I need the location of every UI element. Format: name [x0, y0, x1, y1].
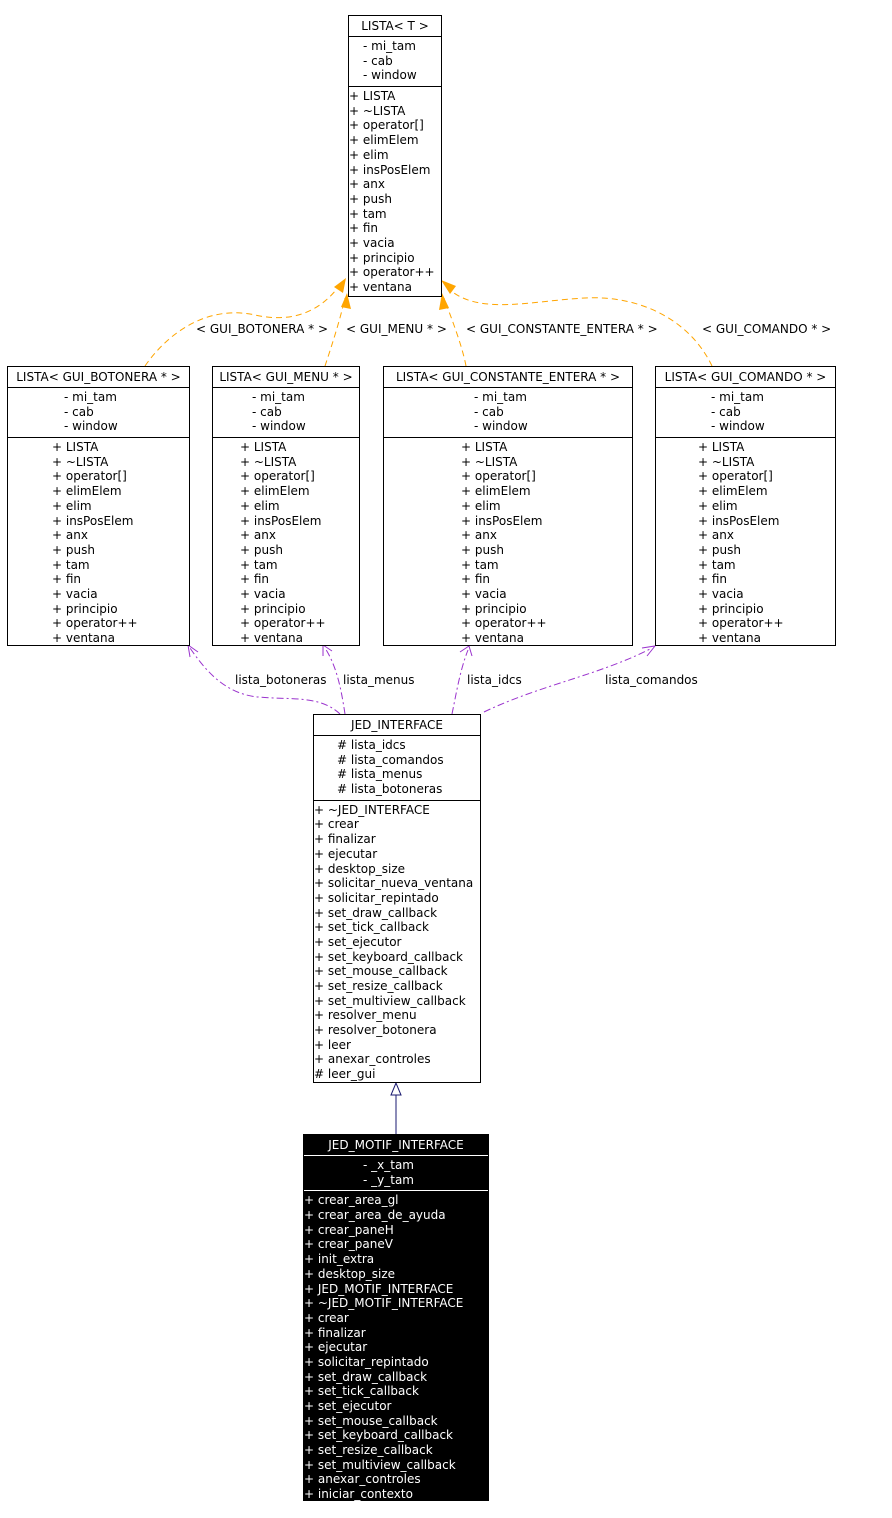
template-label-constante: < GUI_CONSTANTE_ENTERA * >	[466, 322, 658, 336]
operation-row: + crear_paneV	[304, 1237, 393, 1252]
operation-row: + operator[]	[698, 469, 773, 484]
operation-row: + insPosElem	[461, 513, 543, 528]
attribute-row: - mi_tam	[363, 39, 416, 53]
attribute-row: - mi_tam	[474, 390, 527, 404]
operation-row: + anx	[52, 528, 88, 543]
operation-row: + set_keyboard_callback	[314, 949, 464, 964]
usage-label-comandos: lista_comandos	[605, 673, 698, 687]
operation-row: + resolver_botonera	[314, 1023, 437, 1038]
operation-row: + push	[240, 542, 283, 557]
template-label-botonera: < GUI_BOTONERA * >	[196, 322, 329, 336]
operation-row: + operator++	[240, 616, 326, 631]
usage-label-idcs: lista_idcs	[467, 673, 522, 687]
operation-row: + principio	[461, 601, 527, 616]
usage-arrowhead-botoneras	[188, 645, 198, 657]
operation-row: + solicitar_repintado	[314, 890, 439, 905]
attribute-row: - window	[711, 419, 765, 434]
operation-row: + finalizar	[314, 832, 376, 847]
attribute-list	[314, 736, 480, 801]
operation-row: + anexar_controles	[304, 1472, 421, 1487]
operation-row: + finalizar	[304, 1325, 366, 1340]
attribute-row: # lista_idcs	[337, 738, 406, 752]
attribute-row: - mi_tam	[64, 390, 117, 404]
class-box-lista-gui-constante-entera[interactable]	[383, 366, 633, 646]
usage-label-menus: lista_menus	[343, 673, 415, 687]
operation-row: + set_ejecutor	[304, 1399, 392, 1413]
class-title: JED_INTERFACE	[314, 715, 480, 736]
operation-row: + ventana	[698, 631, 761, 645]
attribute-row: - window	[252, 419, 306, 434]
attribute-row: # lista_comandos	[337, 752, 444, 767]
operation-row: + set_mouse_callback	[314, 964, 448, 979]
operation-row: + ~LISTA	[240, 454, 297, 469]
operation-row: + desktop_size	[314, 861, 406, 876]
operation-row: + fin	[461, 572, 491, 587]
operation-row: + operator++	[349, 265, 435, 280]
class-title: JED_MOTIF_INTERFACE	[304, 1135, 488, 1156]
attribute-row: - _y_tam	[363, 1172, 414, 1187]
operation-row: + ventana	[240, 631, 303, 645]
attribute-row: - cab	[252, 404, 282, 419]
inheritance-arrowhead	[391, 1083, 401, 1095]
operation-list	[8, 438, 189, 648]
operation-row: + elim	[698, 498, 738, 513]
template-arrowhead-botonera	[334, 278, 346, 293]
operation-row: + fin	[52, 572, 82, 587]
operation-row: + principio	[349, 250, 415, 265]
operation-row: + vacia	[461, 586, 507, 601]
attribute-row: # lista_botoneras	[337, 782, 443, 797]
operation-row: + crear_paneH	[304, 1222, 394, 1237]
operation-row: + elim	[349, 147, 389, 162]
attribute-row: - window	[64, 419, 118, 434]
usage-label-botoneras: lista_botoneras	[235, 673, 327, 687]
operation-row: + elimElem	[461, 484, 531, 499]
operation-row: + operator[]	[349, 118, 424, 133]
operation-row: + set_tick_callback	[304, 1384, 419, 1399]
operation-row: + elimElem	[240, 484, 310, 499]
operation-list	[656, 438, 835, 648]
operation-row: + ejecutar	[304, 1340, 368, 1355]
operation-row: + crear_area_de_ayuda	[304, 1208, 446, 1223]
operation-row: + crear	[314, 817, 359, 832]
template-label-comando: < GUI_COMANDO * >	[702, 322, 832, 336]
operation-row: + elim	[461, 498, 501, 513]
operation-row: + elim	[240, 498, 280, 513]
operation-row: + operator[]	[52, 469, 127, 484]
operation-row: + principio	[52, 601, 118, 616]
attribute-list	[656, 388, 835, 438]
operation-row: + principio	[240, 601, 306, 616]
attribute-list	[349, 37, 441, 87]
operation-row: + ~JED_INTERFACE	[314, 802, 430, 817]
operation-row: + crear_area_gl	[304, 1193, 399, 1208]
operation-row: + push	[349, 191, 392, 206]
operation-row: + push	[52, 542, 95, 557]
operation-row: + anx	[698, 528, 734, 543]
operation-row: + LISTA	[698, 440, 745, 455]
operation-list	[213, 438, 359, 648]
operation-row: + tam	[461, 557, 499, 572]
operation-row: + set_resize_callback	[304, 1443, 433, 1458]
usage-edge-idcs	[452, 650, 468, 714]
operation-row: + ejecutar	[314, 846, 378, 861]
operation-row: + tam	[698, 557, 736, 572]
operation-row: + ventana	[52, 631, 115, 645]
class-title: LISTA< GUI_MENU * >	[213, 367, 359, 388]
operation-row: + ~LISTA	[349, 103, 406, 118]
operation-row: + set_resize_callback	[314, 979, 443, 993]
operation-row: + ventana	[349, 280, 412, 294]
operation-row: + fin	[240, 572, 270, 587]
operation-row: + resolver_menu	[314, 1008, 417, 1023]
attribute-list	[384, 388, 632, 438]
class-title: LISTA< GUI_CONSTANTE_ENTERA * >	[384, 367, 632, 388]
operation-row: + tam	[52, 557, 90, 572]
attribute-row: - mi_tam	[711, 390, 764, 404]
operation-row: + desktop_size	[304, 1266, 396, 1281]
attribute-row: - _x_tam	[363, 1158, 414, 1172]
operation-row: + set_mouse_callback	[304, 1413, 438, 1428]
operation-list	[314, 801, 480, 1084]
attribute-list	[304, 1156, 488, 1191]
operation-list	[349, 87, 441, 297]
operation-row: + elimElem	[349, 133, 419, 148]
template-arrowhead-comando	[441, 280, 456, 294]
operation-row: + tam	[349, 206, 387, 221]
operation-row: + ventana	[461, 631, 524, 645]
operation-row: + insPosElem	[349, 162, 431, 177]
operation-row: + principio	[698, 601, 764, 616]
operation-row: + insPosElem	[240, 513, 322, 528]
operation-row: + set_ejecutor	[314, 934, 402, 949]
attribute-row: - cab	[64, 404, 94, 419]
operation-row: + set_draw_callback	[314, 905, 438, 920]
attribute-list	[213, 388, 359, 438]
operation-row: + elimElem	[52, 484, 122, 499]
usage-arrowhead-comandos	[642, 646, 655, 656]
operation-row: + set_multiview_callback	[314, 993, 466, 1008]
operation-row: + operator++	[52, 616, 138, 631]
operation-row: + set_keyboard_callback	[304, 1428, 454, 1443]
attribute-row: - cab	[363, 53, 393, 68]
operation-row: + leer	[314, 1037, 351, 1052]
operation-row: + push	[461, 542, 504, 557]
operation-row: + operator++	[461, 616, 547, 631]
operation-row: + JED_MOTIF_INTERFACE	[304, 1281, 454, 1296]
attribute-row: - cab	[711, 404, 741, 419]
class-box-lista-t[interactable]	[348, 15, 442, 297]
operation-row: + elim	[52, 498, 92, 513]
attribute-list	[8, 388, 189, 438]
usage-edge-menus	[325, 648, 345, 714]
operation-row: + operator++	[698, 616, 784, 631]
operation-row: + LISTA	[461, 440, 508, 455]
operation-row: + init_extra	[304, 1252, 375, 1267]
operation-row: + push	[698, 542, 741, 557]
operation-row: # leer_gui	[314, 1067, 376, 1082]
attribute-row: # lista_menus	[337, 767, 423, 782]
operation-row: + iniciar_contexto	[304, 1487, 413, 1502]
operation-list	[304, 1191, 488, 1503]
operation-row: + crear	[304, 1310, 349, 1325]
attribute-row: - window	[363, 68, 417, 83]
class-title: LISTA< GUI_BOTONERA * >	[8, 367, 189, 388]
class-box-lista-gui-botonera[interactable]	[7, 366, 190, 646]
operation-row: + fin	[349, 221, 379, 236]
operation-row: + vacia	[349, 235, 395, 250]
operation-row: + vacia	[52, 586, 98, 601]
operation-row: + anx	[349, 177, 385, 192]
class-box-jed-motif-interface[interactable]	[303, 1134, 489, 1501]
operation-row: + vacia	[240, 586, 286, 601]
operation-list	[384, 438, 632, 648]
attribute-row: - mi_tam	[252, 390, 305, 404]
operation-row: + set_draw_callback	[304, 1369, 428, 1384]
operation-row: + fin	[698, 572, 728, 587]
operation-row: + LISTA	[240, 440, 287, 455]
operation-row: + insPosElem	[52, 513, 134, 528]
class-box-lista-gui-menu[interactable]	[212, 366, 360, 646]
class-box-jed-interface[interactable]	[313, 714, 481, 1083]
operation-row: + LISTA	[349, 89, 396, 104]
operation-row: + elimElem	[698, 484, 768, 499]
attribute-row: - window	[474, 419, 528, 434]
operation-row: + set_tick_callback	[314, 920, 429, 935]
operation-row: + solicitar_nueva_ventana	[314, 876, 474, 891]
operation-row: + anx	[461, 528, 497, 543]
template-label-menu: < GUI_MENU * >	[346, 322, 447, 336]
operation-row: + ~LISTA	[52, 454, 109, 469]
operation-row: + operator[]	[240, 469, 315, 484]
class-title: LISTA< GUI_COMANDO * >	[656, 367, 835, 388]
operation-row: + set_multiview_callback	[304, 1457, 456, 1472]
operation-row: + ~LISTA	[461, 454, 518, 469]
operation-row: + operator[]	[461, 469, 536, 484]
operation-row: + ~JED_MOTIF_INTERFACE	[304, 1296, 464, 1311]
operation-row: + tam	[240, 557, 278, 572]
operation-row: + insPosElem	[698, 513, 780, 528]
operation-row: + anx	[240, 528, 276, 543]
attribute-row: - cab	[474, 404, 504, 419]
operation-row: + anexar_controles	[314, 1052, 431, 1067]
operation-row: + LISTA	[52, 440, 99, 455]
class-box-lista-gui-comando[interactable]	[655, 366, 836, 646]
class-title: LISTA< T >	[349, 16, 441, 37]
operation-row: + ~LISTA	[698, 454, 755, 469]
operation-row: + solicitar_repintado	[304, 1354, 429, 1369]
operation-row: + vacia	[698, 586, 744, 601]
